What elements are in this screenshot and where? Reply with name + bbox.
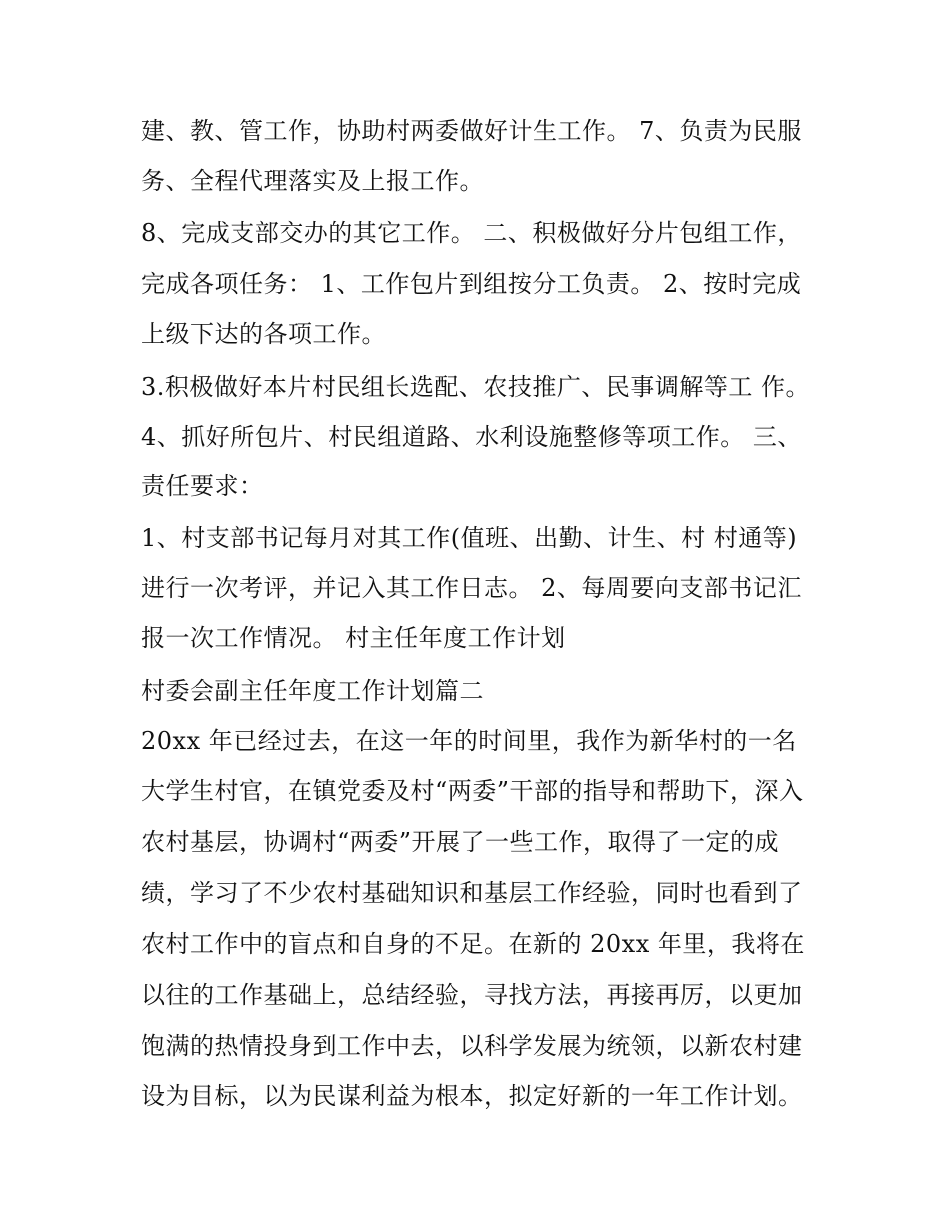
text-line: 务、全程代理落实及上报工作。: [141, 167, 484, 195]
text-line: 建、教、管工作，协助村两委做好计生工作。 7、负责为民服: [141, 117, 802, 145]
text-line: 农村工作中的盲点和自身的不足。在新的 20xx 年里，我将在: [141, 930, 805, 958]
text-line: 1、村支部书记每月对其工作(值班、出勤、计生、村 村通等): [141, 524, 798, 552]
text-line: 农村基层，协调村“两委”开展了一些工作，取得了一定的成: [141, 828, 780, 856]
text-line: 饱满的热情投身到工作中去，以科学发展为统领，以新农村建: [141, 1032, 803, 1060]
text-line: 8、完成支部交办的其它工作。 二、积极做好分片包组工作，: [141, 219, 802, 247]
text-line: 以往的工作基础上，总结经验，寻找方法，再接再厉，以更加: [141, 981, 803, 1009]
text-line: 上级下达的各项工作。: [141, 320, 386, 348]
text-line: 完成各项任务： 1、工作包片到组按分工负责。 2、按时完成: [141, 270, 802, 298]
text-line: 20xx 年已经过去，在这一年的时间里，我作为新华村的一名: [141, 727, 797, 755]
text-line: 3.积极做好本片村民组长选配、农技推广、民事调解等工 作。: [141, 373, 811, 401]
text-line: 绩，学习了不少农村基础知识和基层工作经验，同时也看到了: [141, 879, 803, 907]
text-line: 大学生村官，在镇党委及村“两委”干部的指导和帮助下，深入: [141, 777, 804, 805]
text-line: 进行一次考评，并记入其工作日志。 2、每周要向支部书记汇: [141, 574, 802, 602]
text-line: 村委会副主任年度工作计划篇二: [141, 677, 484, 705]
text-line: 设为目标，以为民谋利益为根本，拟定好新的一年工作计划。: [141, 1082, 803, 1110]
text-line: 4、抓好所包片、村民组道路、水利设施整修等项工作。 三、: [141, 423, 802, 451]
text-line: 报一次工作情况。 村主任年度工作计划: [141, 624, 566, 652]
text-line: 责任要求：: [141, 472, 264, 500]
